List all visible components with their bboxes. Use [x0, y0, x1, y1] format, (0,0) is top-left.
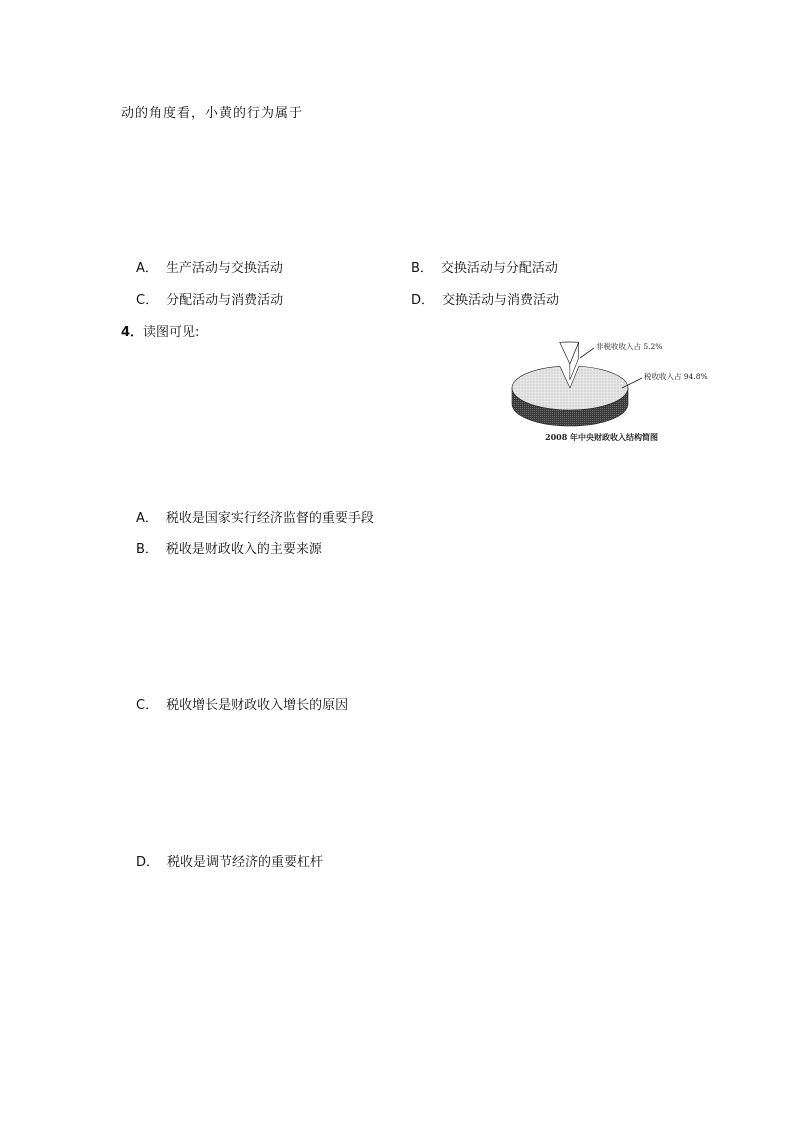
label-leader-line — [580, 348, 594, 358]
question-3-option-b[interactable] — [411, 261, 558, 277]
question-3-option-d[interactable] — [411, 293, 559, 309]
option-text: 交换活动与消费活动 — [442, 293, 560, 308]
option-text: 税收是国家实行经济监督的重要手段 — [165, 511, 374, 526]
chart-label-non-tax: 非税收收入占 5.2% — [596, 342, 663, 351]
question-4-option-b[interactable] — [136, 542, 322, 558]
option-letter: A． — [136, 511, 158, 526]
option-text: 生产活动与交换活动 — [165, 261, 283, 276]
option-text: 税收是调节经济的重要杠杆 — [167, 855, 324, 870]
option-text: 交换活动与分配活动 — [440, 261, 558, 276]
question-3-option-a[interactable] — [136, 261, 283, 277]
chart-title: 2008 年中央财政收入结构简图 — [545, 432, 659, 442]
question-4-option-a[interactable] — [136, 511, 374, 527]
option-letter: C． — [136, 698, 159, 713]
option-letter: D． — [136, 855, 160, 870]
option-text: 税收是财政收入的主要来源 — [165, 542, 322, 557]
question-3-stem: 动的角度看，小黄的行为属于 — [121, 106, 304, 121]
option-letter: B． — [411, 261, 433, 276]
option-letter: A． — [136, 261, 158, 276]
question-number: 4． — [121, 325, 144, 340]
question-3-option-c[interactable] — [136, 293, 283, 309]
option-letter: B． — [136, 542, 158, 557]
question-4-stem — [121, 325, 199, 341]
option-letter: C． — [136, 293, 159, 308]
chart-label-tax: 税收收入占 94.8% — [644, 372, 708, 381]
pie-chart — [500, 330, 720, 460]
question-4-option-c[interactable] — [136, 698, 348, 714]
option-text: 税收增长是财政收入增长的原因 — [166, 698, 349, 713]
option-letter: D． — [411, 293, 435, 308]
question-4-option-d[interactable] — [136, 855, 323, 871]
option-text: 分配活动与消费活动 — [166, 293, 284, 308]
pie-chart-figure — [500, 330, 720, 460]
question-4-stem-text: 读图可见: — [143, 325, 200, 340]
